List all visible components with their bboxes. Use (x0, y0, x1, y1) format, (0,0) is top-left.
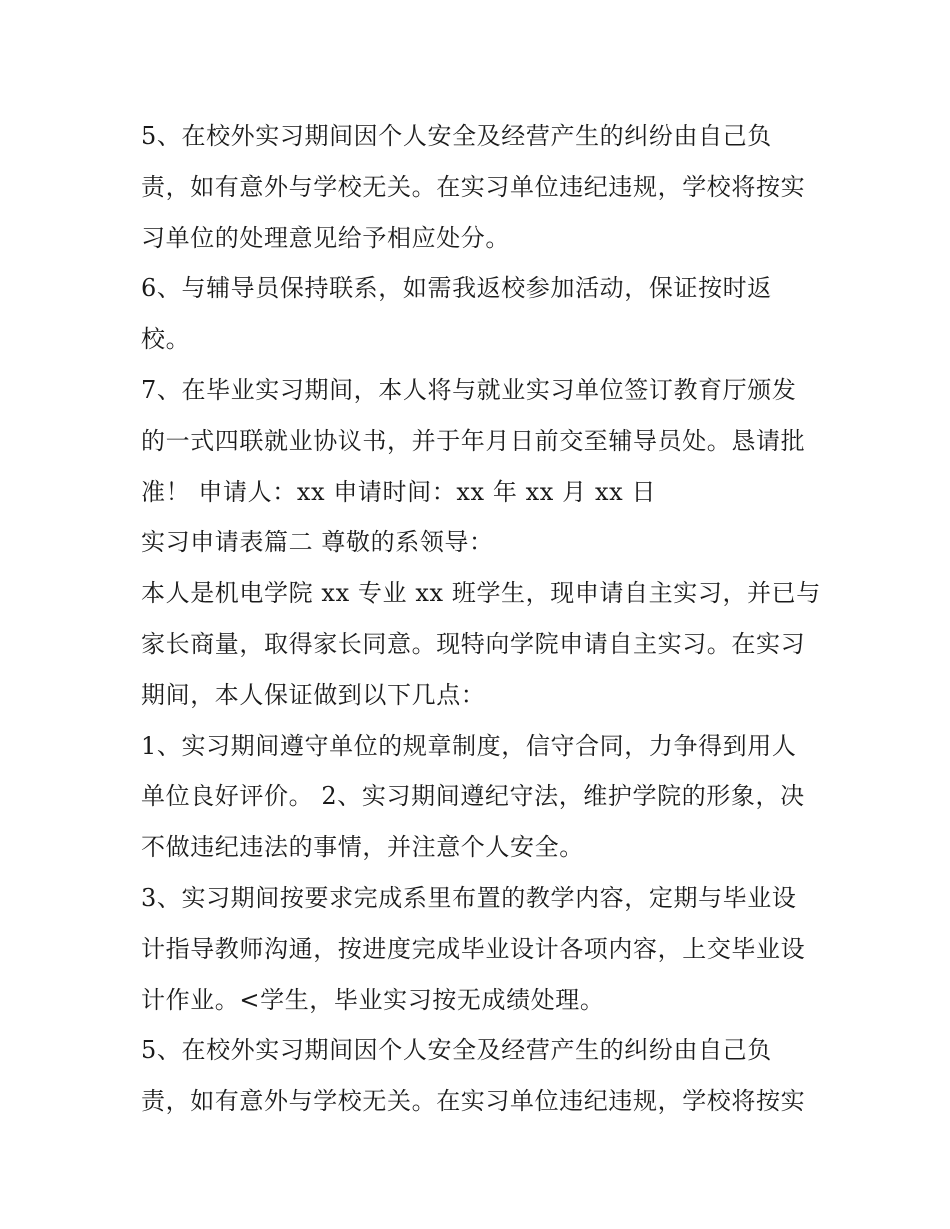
text-line: 习单位的处理意见给予相应处分。 (141, 223, 510, 252)
text-line: 7、在毕业实习期间，本人将与就业实习单位签订教育厅颁发 (141, 375, 797, 404)
text-line: 期间，本人保证做到以下几点： (141, 680, 486, 709)
text-line: 5、在校外实习期间因个人安全及经营产生的纠纷由自己负 (141, 122, 772, 150)
document-body (141, 111, 831, 1127)
text-line: 5、在校外实习期间因个人安全及经营产生的纠纷由自己负 (141, 1036, 772, 1065)
text-line: 的一式四联就业协议书，并于年月日前交至辅导员处。恳请批 (141, 426, 806, 455)
text-line: 计指导教师沟通，按进度完成毕业设计各项内容，上交毕业设 (141, 934, 806, 963)
text-line: 实习申请表篇二 尊敬的系领导： (141, 528, 494, 557)
text-line: 1、实习期间遵守单位的规章制度，信守合同，力争得到用人 (141, 731, 797, 760)
text-line: 家长商量，取得家长同意。现特向学院申请自主实习。在实习 (141, 629, 806, 658)
text-line: 校。 (141, 325, 191, 354)
text-line: 3、实习期间按要求完成系里布置的教学内容，定期与毕业设 (141, 883, 797, 912)
text-line: 6、与辅导员保持联系，如需我返校参加活动，保证按时返 (141, 274, 772, 303)
text-line: 准！ 申请人：xx 申请时间：xx 年 xx 月 xx 日 (141, 477, 657, 506)
text-line: 不做违纪违法的事情，并注意个人安全。 (141, 833, 584, 862)
text-line: 责，如有意外与学校无关。在实习单位违纪违规，学校将按实 (141, 1087, 806, 1116)
text-line: 单位良好评价。 2、实习期间遵纪守法，维护学院的形象，决 (141, 782, 805, 811)
text-line: 本人是机电学院 xx 专业 xx 班学生，现申请自主实习，并已与 (141, 579, 821, 608)
text-line: 责，如有意外与学校无关。在实习单位违纪违规，学校将按实 (141, 172, 806, 201)
text-line: 计作业。<学生，毕业实习按无成绩处理。 (141, 985, 605, 1014)
